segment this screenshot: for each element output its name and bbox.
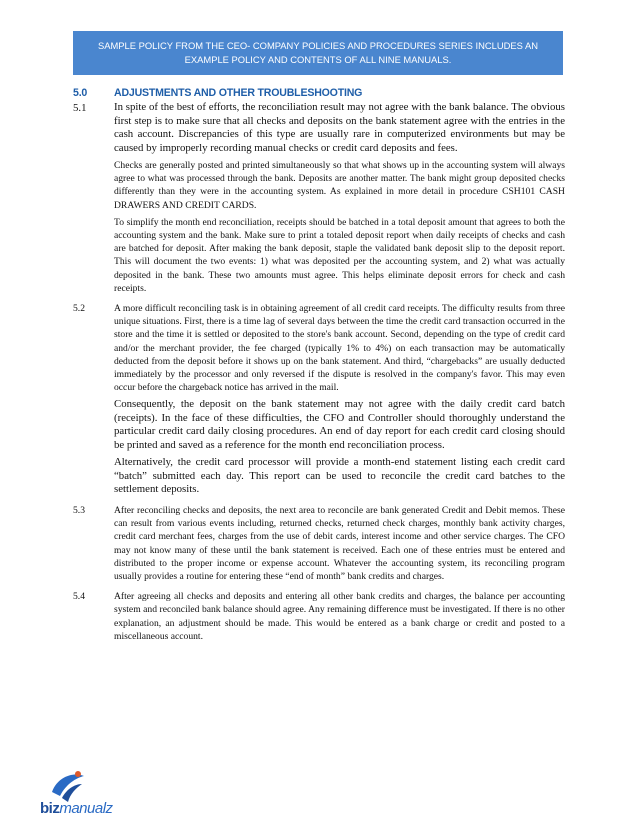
section-heading bbox=[73, 86, 565, 100]
paragraph: Checks are generally posted and printed simultaneously so that what shows up in the accounting system will always agree to what was processed through the bank. Deposits are another matter. The bank might group deposited checks differently than they were in the accounting system. As explained in more detail in procedure CSH101 CASH DRAWERS AND CREDIT CARDS. bbox=[114, 160, 565, 211]
section-5-3 bbox=[73, 504, 565, 583]
logo-brand-light: manualz bbox=[59, 800, 113, 817]
section-number: 5.2 bbox=[73, 303, 85, 315]
document-body bbox=[73, 86, 565, 643]
paragraph: Alternatively, the credit card processor will provide a month-end statement listing each credit card “batch” submitted each day. This report can be used to reconcile the credit card batches to the settlement deposits. bbox=[114, 456, 565, 496]
section-5-4 bbox=[73, 590, 565, 643]
logo-brand-bold: biz bbox=[40, 800, 60, 817]
section-number: 5.1 bbox=[73, 102, 87, 114]
section-number: 5.4 bbox=[73, 591, 85, 603]
paragraph: A more difficult reconciling task is in obtaining agreement of all credit card receipts. The difficulty results from three unique situations. First, there is a time lag of several days between the time the credit card transaction occurred in the store and the time it is settled or deposited to the store's bank account. Second, depending on the type of credit card and/or the merchant provider, the fee charged (typically 1% to 4%) on each transaction may be automatically deducted from the deposit before it shows up on the bank statement. And third, “chargebacks” are usually deducted immediately by the processor and only reversed if the dispute is resolved in the company's favor. This may even occur before the chargeback notice has arrived in the mail. bbox=[114, 303, 565, 394]
paragraph: To simplify the month end reconciliation, receipts should be batched in a total deposit amount that agrees to both the accounting system and the bank. Make sure to print a totaled deposit report when daily receipts of checks and cash are batched for deposit. After making the bank deposit, staple the validated bank deposit slip to the deposit report. This will document the two events: 1) what was deposited per the accounting system, and 2) what was actually deposited in the bank. These two amounts must agree. This helps eliminate deposit errors for check and cash receipts. bbox=[114, 216, 565, 294]
section-5-2 bbox=[73, 302, 565, 497]
logo-wordmark bbox=[40, 800, 113, 817]
heading-number: 5.0 bbox=[73, 87, 88, 99]
paragraph: In spite of the best of efforts, the reconciliation result may not agree with the bank balance. The obvious first step is to make sure that all checks and deposits on the bank statement agree with the entries in the cash account. Discrepancies of this type are usually rare in computerized environments but may be caused by improperly recording manual checks or credit card deposits and fees. bbox=[114, 101, 565, 154]
figure-icon bbox=[48, 770, 88, 804]
paragraph: After reconciling checks and deposits, the next area to reconcile are bank generated Credit and Debit memos. These can result from various events including, returned checks, returned check charges, monthly bank activity charges, credit card merchant fees, charges from the use of debit cards, interest income and other service charges. The CFO may not know many of these until the bank statement is received. Each one of these entries must be entered and distributed to the proper income or expense account. Whatever the accounting system, its reconciling program usually provides a routine for entering these “end of month” bank credits and charges. bbox=[114, 504, 565, 582]
bizmanualz-logo bbox=[40, 770, 150, 818]
banner-line-2: EXAMPLE POLICY AND CONTENTS OF ALL NINE MANUALS. bbox=[184, 54, 452, 65]
paragraph: After agreeing all checks and deposits and entering all other bank credits and charges, the balance per accounting system and reconciled bank balance should agree. Any remaining difference must be investigated. If there is no other explanation, an adjustment should be made. This would be entered as a bank charge or credit and posted to a miscellaneous account. bbox=[114, 591, 565, 642]
section-5-1 bbox=[73, 101, 565, 295]
section-number: 5.3 bbox=[73, 504, 85, 516]
header-banner bbox=[73, 31, 563, 75]
heading-title: ADJUSTMENTS AND OTHER TROUBLESHOOTING bbox=[114, 87, 363, 99]
banner-line-1: SAMPLE POLICY FROM THE CEO- COMPANY POLICIES AND PROCEDURES SERIES INCLUDES AN bbox=[97, 40, 539, 51]
paragraph: Consequently, the deposit on the bank statement may not agree with the daily credit card batch (receipts). In the face of these difficulties, the CFO and Controller should thoroughly understand the particular credit card daily closing procedures. An end of day report for each credit card closing should be printed and saved as a reference for the month end reconciliation process. bbox=[114, 398, 565, 451]
